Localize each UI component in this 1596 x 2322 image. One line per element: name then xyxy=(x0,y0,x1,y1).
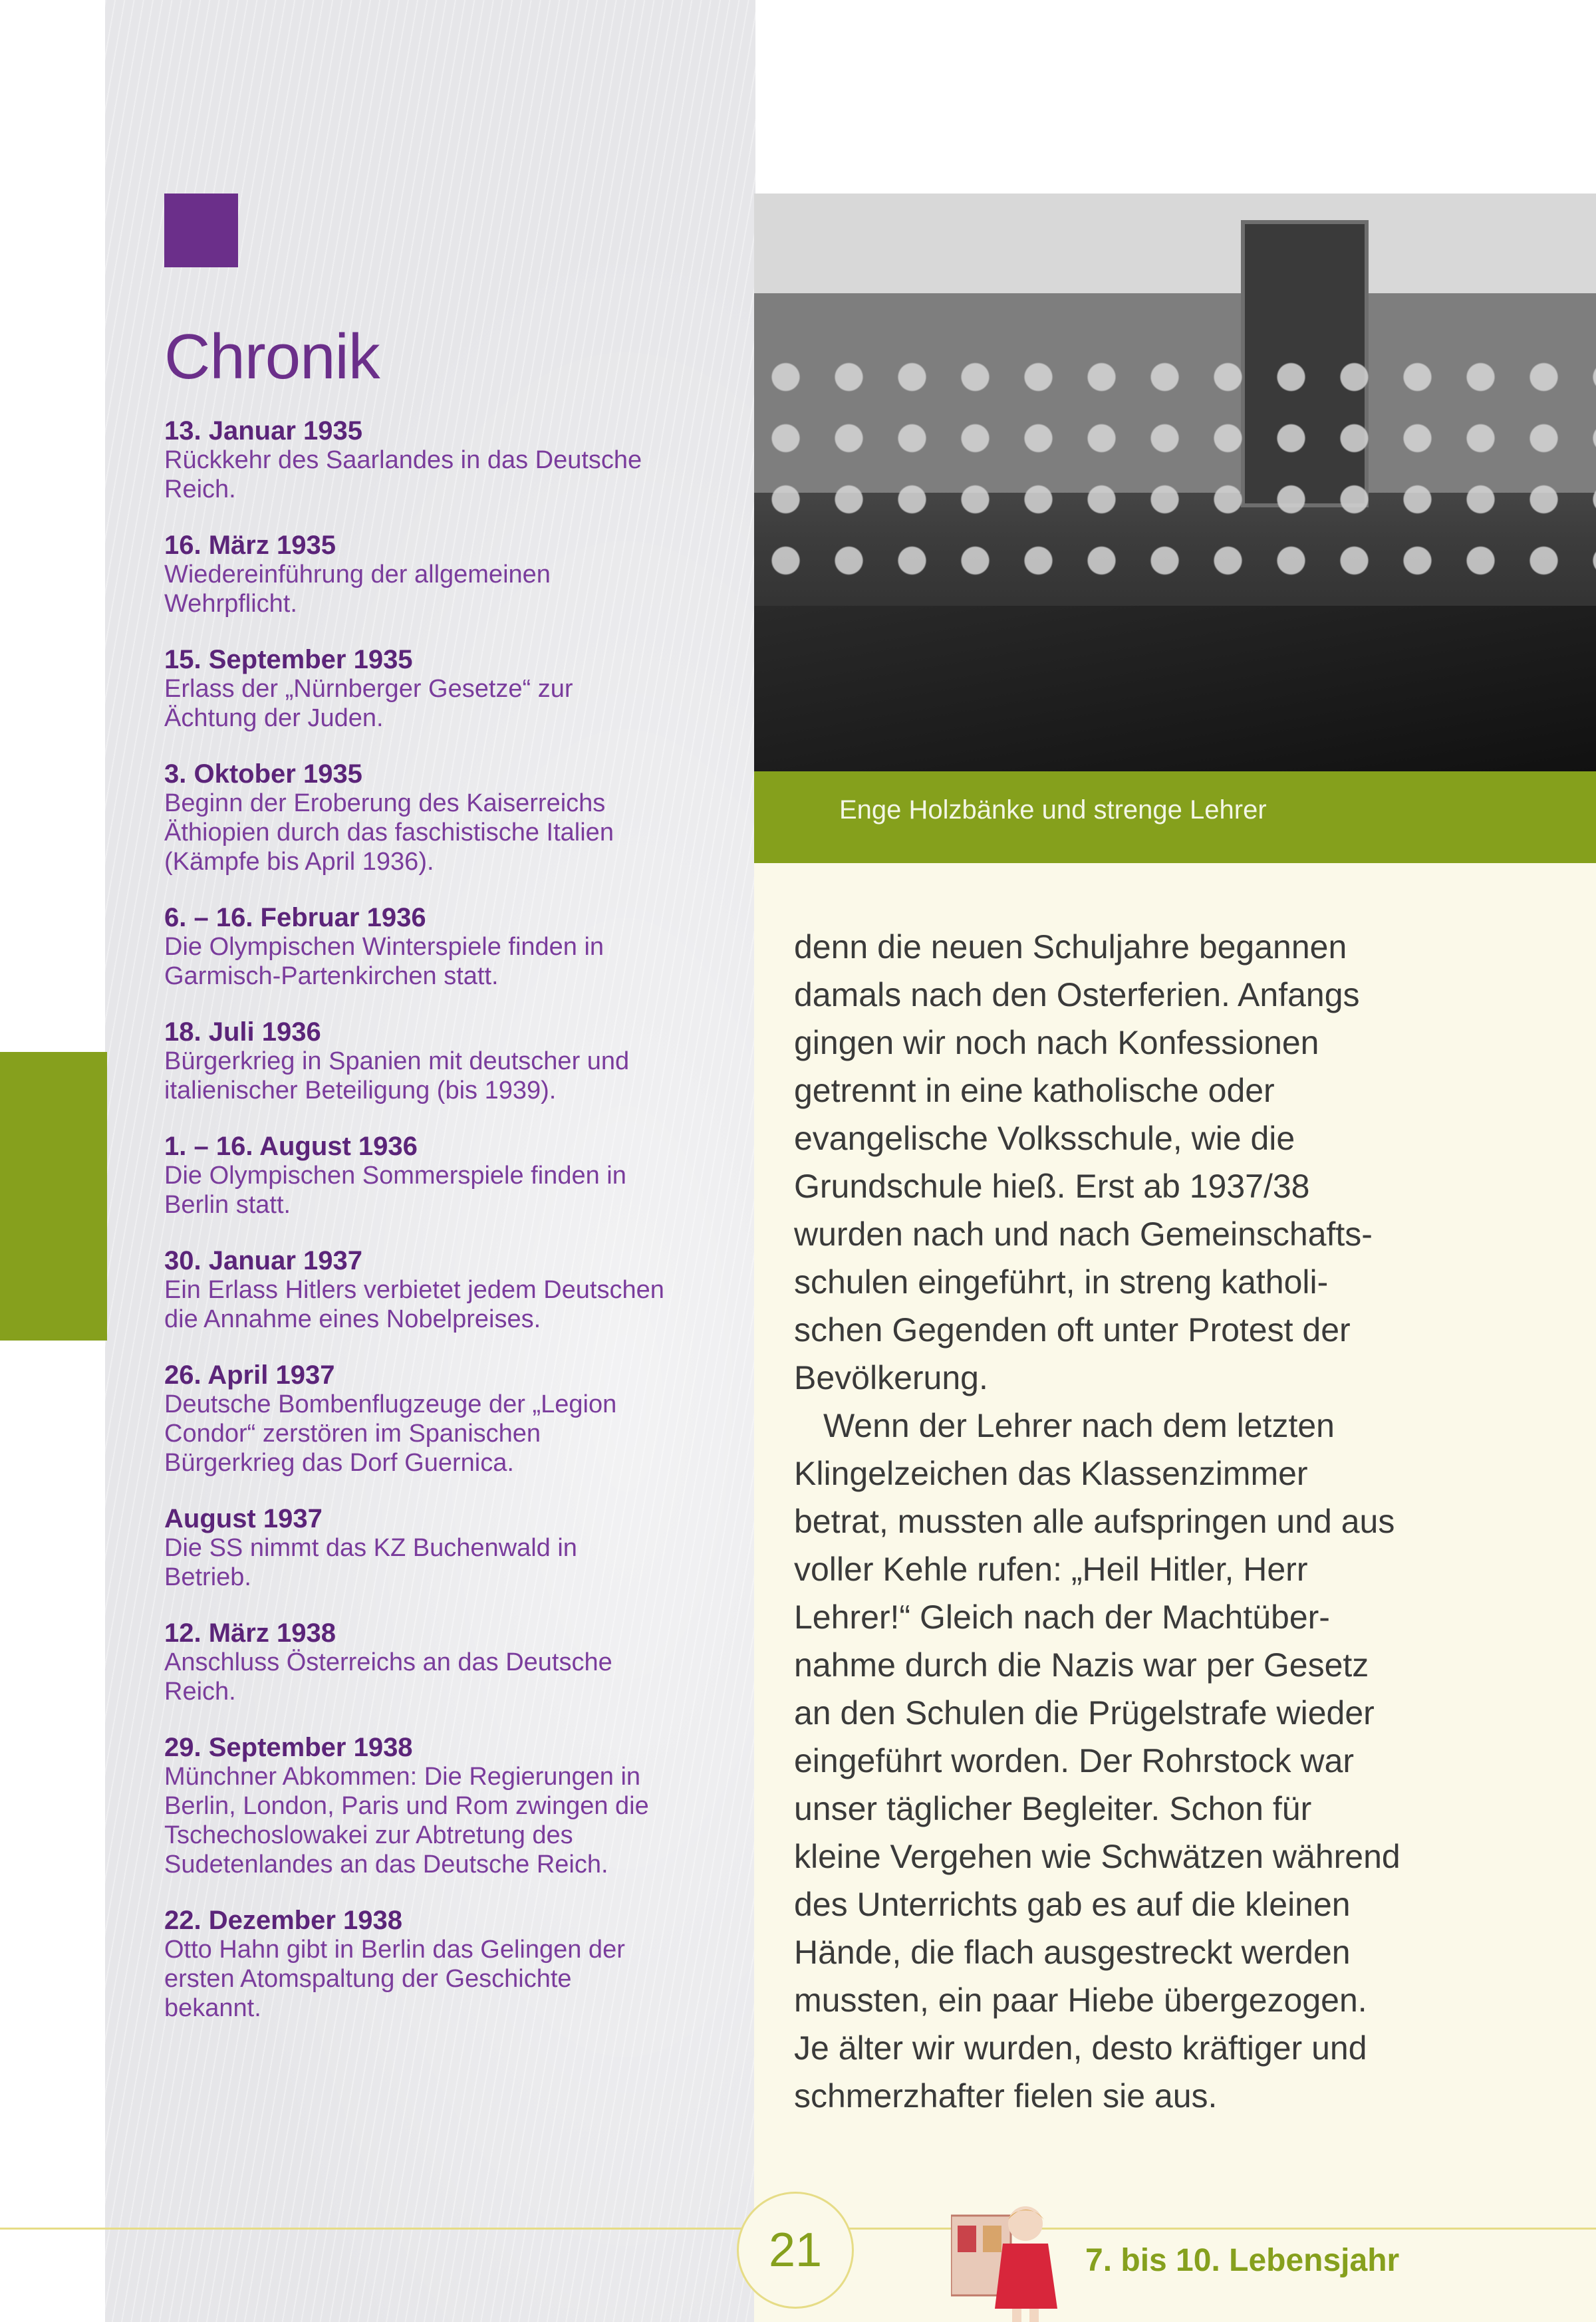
purple-square-marker xyxy=(164,194,238,267)
section-label: 7. bis 10. Lebensjahr xyxy=(1085,2243,1400,2278)
chronicle-entry xyxy=(164,1618,716,1706)
entry-date: 30. Januar 1937 xyxy=(164,1246,362,1275)
entry-date: 1. – 16. August 1936 xyxy=(164,1132,418,1161)
article-body xyxy=(794,923,1419,2120)
classroom-photo xyxy=(754,194,1596,771)
entry-text: Die Olympischen Winterspiele finden in Garmisch-Partenkirchen statt. xyxy=(164,933,604,990)
article-paragraph: denn die neuen Schuljahre begannen damals nach den Osterferien. Anfangs gingen wir noch nach Konfessionen getrennt in eine katholische oder evangelische Volksschule, wie die Grundschule hieß. Erst ab 1937/38 wurden nach und nach Gemeinschafts- schulen eingeführt, in streng katholi- schen Gegenden oft unter Protest der Bevölkerung. xyxy=(794,928,1373,1396)
entry-date: 22. Dezember 1938 xyxy=(164,1906,403,1935)
entry-text: Erlass der „Nürnberger Gesetze“ zur Ächtung der Juden. xyxy=(164,675,573,732)
photo-desks xyxy=(754,606,1596,771)
chronicle-list xyxy=(164,416,716,2049)
entry-date: 13. Januar 1935 xyxy=(164,416,362,446)
photo-caption: Enge Holzbänke und strenge Lehrer xyxy=(839,795,1267,825)
green-side-bar xyxy=(0,1052,107,1341)
entry-text: Otto Hahn gibt in Berlin das Gelingen der ersten Atomspaltung der Geschichte bekannt. xyxy=(164,1936,625,2022)
entry-text: Deutsche Bombenflugzeuge der „Legion Condor“ zerstören im Spanischen Bürgerkrieg das Dorf Guernica. xyxy=(164,1390,617,1477)
chronicle-entry xyxy=(164,1906,716,2023)
chronicle-entry xyxy=(164,1017,716,1105)
entry-date: 18. Juli 1936 xyxy=(164,1017,321,1047)
chronicle-entry xyxy=(164,1360,716,1478)
entry-date: August 1937 xyxy=(164,1504,323,1533)
page-number: 21 xyxy=(768,2224,823,2277)
chronicle-entry xyxy=(164,1132,716,1220)
entry-date: 12. März 1938 xyxy=(164,1618,336,1648)
chronicle-entry xyxy=(164,1504,716,1592)
doll-photo-icon xyxy=(951,2196,1064,2322)
chronicle-entry xyxy=(164,531,716,618)
entry-date: 6. – 16. Februar 1936 xyxy=(164,903,426,932)
photo-caption-bar xyxy=(754,771,1596,863)
entry-date: 3. Oktober 1935 xyxy=(164,759,362,789)
entry-date: 16. März 1935 xyxy=(164,531,336,560)
entry-text: Münchner Abkommen: Die Regierungen in Berlin, London, Paris und Rom zwingen die Tschechoslowakei zur Abtretung des Sudetenlandes an das Deutsche Reich. xyxy=(164,1763,649,1878)
entry-date: 15. September 1935 xyxy=(164,645,413,674)
entry-text: Wiedereinführung der allgemeinen Wehrpflicht. xyxy=(164,561,551,618)
chronicle-title: Chronik xyxy=(164,321,380,392)
chronicle-entry xyxy=(164,903,716,991)
entry-text: Beginn der Eroberung des Kaiserreichs Äthiopien durch das faschistische Italien (Kämpfe bis April 1936). xyxy=(164,789,614,876)
chronicle-entry xyxy=(164,759,716,876)
entry-date: 26. April 1937 xyxy=(164,1360,335,1390)
chronicle-entry xyxy=(164,645,716,733)
entry-text: Rückkehr des Saarlandes in das Deutsche Reich. xyxy=(164,446,642,503)
entry-text: Die Olympischen Sommerspiele finden in Berlin statt. xyxy=(164,1162,626,1219)
entry-date: 29. September 1938 xyxy=(164,1733,413,1762)
entry-text: Anschluss Österreichs an das Deutsche Reich. xyxy=(164,1648,612,1706)
chronicle-entry xyxy=(164,1246,716,1334)
entry-text: Ein Erlass Hitlers verbietet jedem Deutschen die Annahme eines Nobelpreises. xyxy=(164,1276,664,1333)
page-number-badge xyxy=(737,2192,854,2309)
chronicle-entry xyxy=(164,416,716,504)
chronicle-entry xyxy=(164,1733,716,1879)
photo-wall xyxy=(754,194,1596,293)
article-paragraph: Wenn der Lehrer nach dem letzten Klingelzeichen das Klassenzimmer betrat, mussten alle aufspringen und aus voller Kehle rufen: „Heil Hitler, Herr Lehrer!“ Gleich nach der Machtüber- nahme durch die Nazis war per Gesetz an den Schulen die Prügelstrafe wieder eingeführt worden. Der Rohrstock war unser täglicher Begleiter. Schon für kleine Vergehen wie Schwätzen während des Unterrichts gab es auf die kleinen Hände, die flach ausgestreckt werden mussten, ein paar Hiebe übergezogen. Je älter wir wurden, desto kräftiger und schmerzhafter fielen sie aus. xyxy=(794,1407,1400,2115)
entry-text: Die SS nimmt das KZ Buchenwald in Betrieb. xyxy=(164,1534,577,1591)
entry-text: Bürgerkrieg in Spanien mit deutscher und italienischer Beteiligung (bis 1939). xyxy=(164,1047,630,1104)
